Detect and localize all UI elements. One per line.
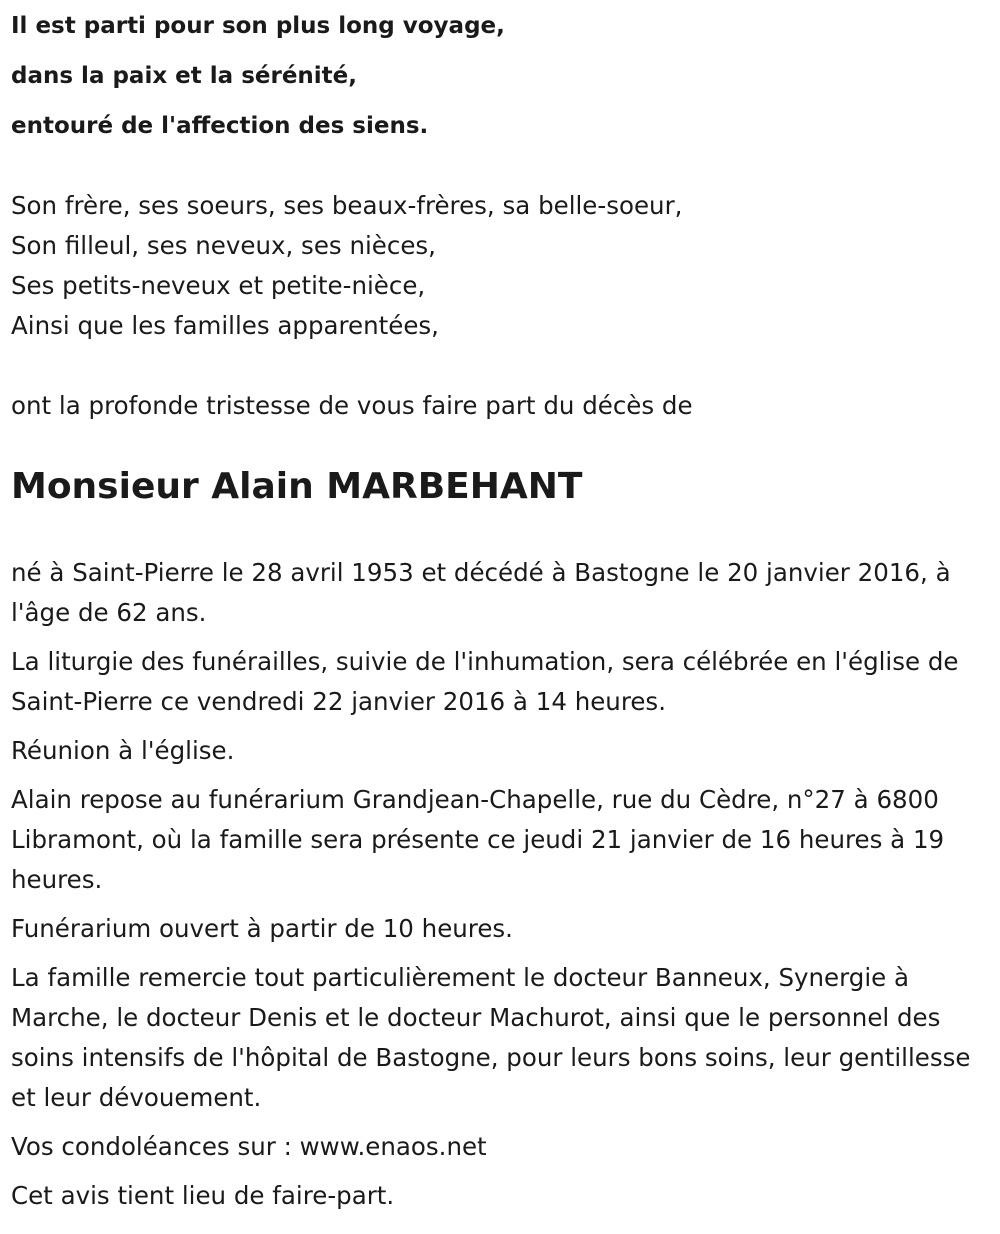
condolences-paragraph: Vos condoléances sur : www.enaos.net (11, 1132, 487, 1161)
family-line-3: Ses petits-neveux et petite-nièce, (11, 271, 426, 300)
family-line-2: Son filleul, ses neveux, ses nièces, (11, 231, 436, 260)
intro-line-3: entouré de l'affection des siens. (11, 113, 429, 139)
meeting-paragraph: Réunion à l'église. (11, 736, 235, 765)
intro-line-2: dans la paix et la sérénité, (11, 63, 358, 89)
notice-paragraph: Cet avis tient lieu de faire-part. (11, 1181, 395, 1210)
intro-verse (11, 1, 991, 151)
repose-paragraph: Alain repose au funérarium Grandjean-Chapelle, rue du Cèdre, n°27 à 6800 Libramont, où la famille sera présente ce jeudi 21 janvier de 16 heures à 19 heures. (11, 785, 945, 894)
obituary-notice (11, 0, 991, 1225)
opening-paragraph: Funérarium ouvert à partir de 10 heures. (11, 914, 513, 943)
announcement-text: ont la profonde tristesse de vous faire part du décès de (11, 391, 693, 420)
birth-death-paragraph: né à Saint-Pierre le 28 avril 1953 et décédé à Bastogne le 20 janvier 2016, à l'âge de 62 ans. (11, 558, 951, 627)
intro-line-1: Il est parti pour son plus long voyage, (11, 13, 505, 39)
family-line-4: Ainsi que les familles apparentées, (11, 311, 439, 340)
liturgy-paragraph: La liturgie des funérailles, suivie de l'inhumation, sera célébrée en l'église de Saint-Pierre ce vendredi 22 janvier 2016 à 14 heures. (11, 647, 959, 716)
details-section (11, 553, 991, 1216)
family-list (11, 186, 991, 346)
thanks-paragraph: La famille remercie tout particulièrement le docteur Banneux, Synergie à Marche, le docteur Denis et le docteur Machurot, ainsi que le personnel des soins intensifs de l'hôpital de Bastogne, pour leurs bons soins, leur gentillesse et leur dévouement. (11, 963, 971, 1112)
family-line-1: Son frère, ses soeurs, ses beaux-frères, sa belle-soeur, (11, 191, 683, 220)
deceased-name: Monsieur Alain MARBEHANT (11, 466, 583, 507)
